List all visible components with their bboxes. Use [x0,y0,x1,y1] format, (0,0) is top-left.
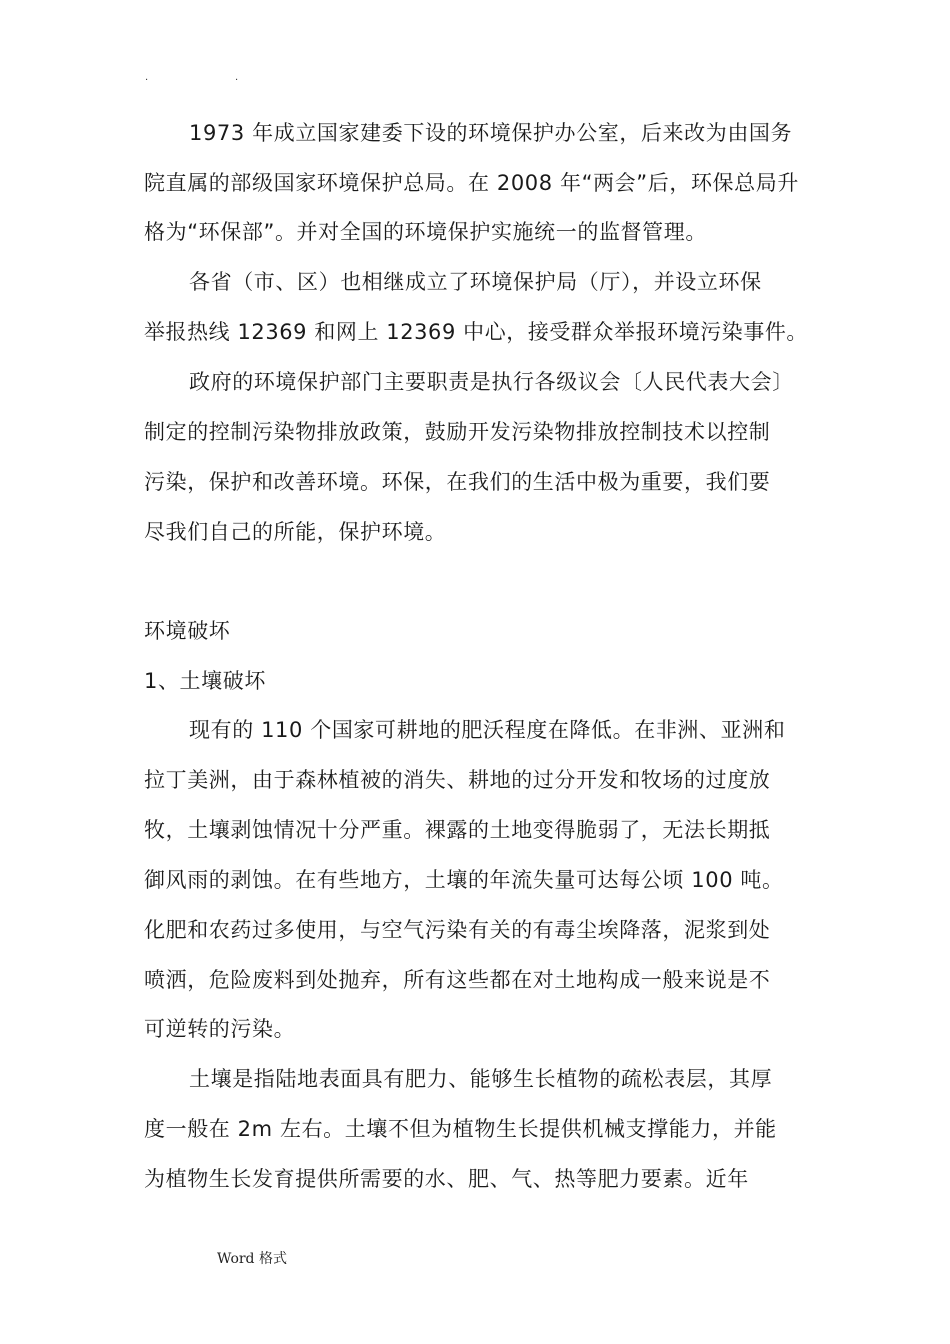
line-text: 可逆转的污染。 [144,1017,296,1041]
line-text: 为植物生长发育提供所需要的水、肥、气、热等肥力要素。近年 [144,1167,749,1191]
line-text: 化肥和农药过多使用，与空气污染有关的有毒尘埃降落，泥浆到处 [144,918,771,942]
line-text: 土壤是指陆地表面具有肥力、能够生长植物的疏松表层，其厚 [189,1067,773,1091]
line-text: 污染，保护和改善环境。环保，在我们的生活中极为重要，我们要 [144,470,771,494]
line-text: 格为“环保部”。并对全国的环境保护实施统一的监督管理。 [144,220,707,244]
line-text: 举报热线 12369 和网上 12369 中心，接受群众举报环境污染事件。 [144,320,808,344]
line-text: 1973 年成立国家建委下设的环境保护办公室，后来改为由国务 [189,121,793,145]
page-footer: Word 格式 [217,1251,287,1267]
header-dot: . [145,72,149,83]
line-text: 喷洒，危险废料到处抛弃，所有这些都在对土地构成一般来说是不 [144,968,771,992]
line-text: 御风雨的剥蚀。在有些地方，土壤的年流失量可达每公顷 100 吨。 [144,868,784,892]
line-text: 牧，土壤剥蚀情况十分严重。裸露的土地变得脆弱了，无法长期抵 [144,818,771,842]
line-text: 制定的控制污染物排放政策，鼓励开发污染物排放控制技术以控制 [144,420,771,444]
line-text: 度一般在 2m 左右。土壤不但为植物生长提供机械支撑能力，并能 [144,1117,777,1141]
heading-text: 1、土壤破坏 [144,669,266,693]
line-text: 现有的 110 个国家可耕地的肥沃程度在降低。在非洲、亚洲和 [189,718,786,742]
line-text: 各省（市、区）也相继成立了环境保护局（厅），并设立环保 [189,270,762,294]
line-text: 尽我们自己的所能，保护环境。 [144,520,447,544]
line-text: 拉丁美洲，由于森林植被的消失、耕地的过分开发和牧场的过度放 [144,768,771,792]
line-text: 院直属的部级国家环境保护总局。在 2008 年“两会”后，环保总局升 [144,171,799,195]
header-dot: . [235,72,239,83]
heading-text: 环境破坏 [144,619,231,643]
line-text: 政府的环境保护部门主要职责是执行各级议会〔人民代表大会〕 [189,370,794,394]
